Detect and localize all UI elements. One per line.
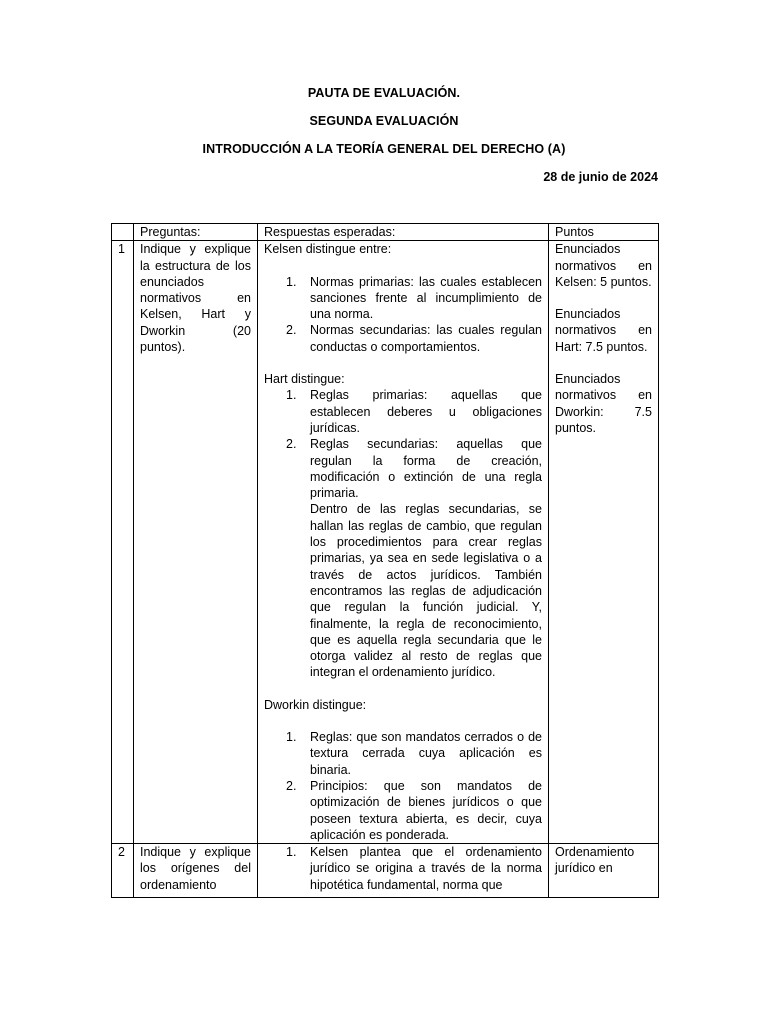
points-hart: Enunciados normativos en Hart: 7.5 puntos. <box>555 307 652 354</box>
points-cell <box>549 844 659 898</box>
answer-cell <box>258 844 549 898</box>
course-title: INTRODUCCIÓN A LA TEORÍA GENERAL DEL DERECHO (A) <box>202 142 566 156</box>
header-cell-number <box>112 224 134 241</box>
evaluation-table <box>111 223 659 898</box>
document-title: PAUTA DE EVALUACIÓN. <box>307 86 461 100</box>
header-cell-answers: Respuestas esperadas: <box>258 224 549 241</box>
list-item: 1. Normas primarias: las cuales establecen sanciones frente al incumplimiento de una norma. <box>286 274 542 322</box>
list-item: 2. Reglas secundarias: aquellas que regulan la forma de creación, modificación o extinción de una regla primaria. <box>286 437 542 501</box>
points-kelsen: Enunciados normativos en Kelsen: 5 puntos. <box>555 242 652 289</box>
list-item: 1. Kelsen plantea que el ordenamiento jurídico se origina a través de la norma hipotética fundamental, norma que <box>286 845 542 892</box>
question-number: 1 <box>112 241 134 844</box>
hart-list <box>264 387 542 680</box>
question-number: 2 <box>112 844 134 898</box>
points-dworkin: Enunciados normativos en Dworkin: 7.5 puntos. <box>555 372 652 435</box>
question-text: Indique y explique los orígenes del ordenamiento <box>134 844 258 898</box>
kelsen-intro: Kelsen distingue entre: <box>264 242 392 257</box>
document-date: 28 de junio de 2024 <box>543 170 658 184</box>
answer-list <box>264 844 542 893</box>
dworkin-intro: Dworkin distingue: <box>264 697 367 712</box>
header-cell-questions: Preguntas: <box>134 224 258 241</box>
hart-detail: Dentro de las reglas secundarias, se hallan las reglas de cambio, que regulan los procedimientos para crear reglas primarias, ya sea en sede legislativa o a través de actos jurídicos. También encontramos las reglas de adjudicación que regulan la función judicial. Y, finalmente, la regla de reconocimiento, que es aquella regla secundaria que le otorga validez al resto de reglas que integran el ordenamiento jurídico. <box>310 502 542 680</box>
list-item: 1. Reglas primarias: aquellas que establecen deberes u obligaciones jurídicas. <box>286 388 542 435</box>
question-text: Indique y explique la estructura de los enunciados normativos en Kelsen, Hart y Dworkin (20 puntos). <box>134 241 258 844</box>
table-row <box>112 241 659 844</box>
points-cell <box>549 241 659 844</box>
header-cell-points: Puntos <box>549 224 659 241</box>
kelsen-list <box>264 274 542 355</box>
points-text: Ordenamiento jurídico en <box>555 845 635 876</box>
list-item: 1. Reglas: que son mandatos cerrados o de textura cerrada cuya aplicación es binaria. <box>286 730 542 777</box>
answer-cell <box>258 241 549 844</box>
table-header-row <box>112 224 659 241</box>
table-row <box>112 844 659 898</box>
dworkin-list <box>264 729 542 843</box>
document-subtitle: SEGUNDA EVALUACIÓN <box>309 114 459 128</box>
list-item: 2. Principios: que son mandatos de optimización de bienes jurídicos o que poseen textura abierta, es decir, cuya aplicación es ponderada. <box>286 778 542 842</box>
hart-intro: Hart distingue: <box>264 372 345 387</box>
list-item: 2. Normas secundarias: las cuales regulan conductas o comportamientos. <box>286 323 542 354</box>
